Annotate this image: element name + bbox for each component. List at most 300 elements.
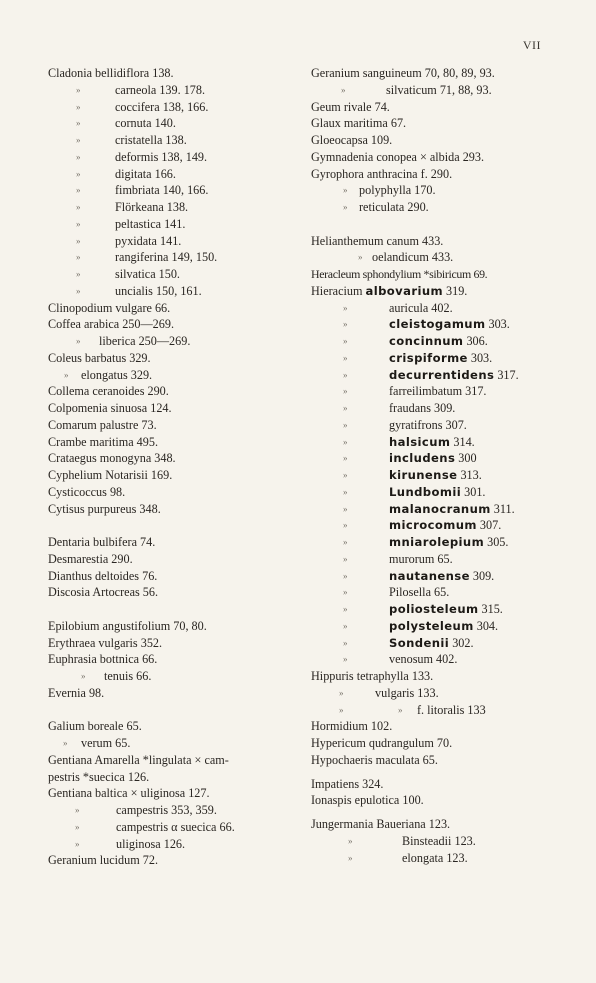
index-entry	[311, 367, 581, 384]
entry-text	[311, 735, 452, 752]
ditto-mark: »	[76, 235, 81, 246]
entry-name: auricula 402.	[389, 300, 453, 315]
entry-name: elongatus 329.	[81, 367, 153, 382]
index-entry	[311, 434, 581, 451]
entry-name: campestris 353, 359.	[116, 803, 217, 817]
ditto-mark: »	[343, 537, 348, 547]
entry-name: fimbriata 140, 166.	[115, 183, 209, 198]
entry-pages: 302.	[449, 635, 474, 650]
ditto-mark: »	[343, 403, 348, 413]
ditto-mark: »	[75, 838, 80, 849]
section-gap	[48, 702, 303, 719]
entry-pages: 300	[455, 451, 477, 466]
ditto-mark: »	[76, 135, 81, 145]
entry-name: Geum rivale 74.	[311, 99, 390, 114]
entry-text	[48, 350, 151, 367]
index-entry	[311, 132, 581, 149]
entry-name: Gymnadenia conopea × albida 293.	[311, 149, 485, 164]
entry-name: Dentaria bulbifera 74.	[48, 535, 156, 549]
index-entry	[311, 316, 581, 333]
entry-pages: 313.	[457, 468, 482, 482]
entry-text	[389, 316, 510, 333]
index-entry	[311, 350, 581, 367]
entry-text	[48, 685, 104, 702]
entry-name: Jungermania Baueriana 123.	[311, 817, 451, 831]
ditto-mark: »	[358, 252, 363, 263]
entry-pages: 311.	[490, 501, 515, 516]
entry-text	[116, 819, 235, 836]
entry-name: carneola 139. 178.	[115, 82, 206, 97]
entry-new-name: decurrentidens	[389, 367, 495, 382]
ditto-mark: »	[343, 202, 348, 212]
entry-text	[311, 132, 392, 149]
entry-text	[104, 668, 151, 685]
entry-text	[389, 601, 503, 618]
entry-name: farreilimbatum 317.	[389, 384, 487, 399]
entry-text	[48, 417, 157, 434]
entry-pages: 309.	[469, 568, 495, 583]
entry-name: cristatella 138.	[115, 133, 187, 147]
entry-new-name: microcomum	[389, 518, 477, 533]
index-entry	[48, 484, 303, 501]
index-entry	[48, 718, 303, 735]
entry-name: peltastica 141.	[115, 216, 186, 231]
ditto-mark: »	[343, 570, 348, 581]
entry-name: Clinopodium vulgare 66.	[48, 300, 171, 315]
ditto-mark: »	[343, 637, 348, 648]
entry-text	[48, 383, 169, 400]
entry-name: Gloeocapsa 109.	[311, 133, 393, 147]
entry-text	[311, 283, 467, 300]
entry-name: Glaux maritima 67.	[311, 116, 407, 131]
entry-pages: 301.	[461, 484, 486, 499]
ditto-mark: »	[339, 687, 344, 698]
entry-name: deformis 138, 149.	[115, 149, 208, 164]
entry-name: Galium boreale 65.	[48, 719, 142, 734]
entry-name: campestris α suecica 66.	[116, 819, 235, 834]
entry-text	[311, 752, 438, 769]
index-entry	[48, 283, 303, 300]
entry-text	[115, 166, 176, 183]
ditto-mark: »	[343, 620, 348, 631]
index-entry	[311, 517, 581, 534]
ditto-mark: »	[343, 587, 348, 598]
entry-text	[48, 534, 155, 551]
entry-text	[115, 283, 202, 300]
entry-pages: 307.	[476, 518, 502, 533]
entry-name: Coffea arabica 250—269.	[48, 317, 175, 332]
index-entry	[311, 300, 581, 317]
index-entry	[48, 300, 303, 317]
index-entry	[48, 199, 303, 216]
entry-pages: 317.	[494, 367, 519, 382]
entry-name: Binsteadii 123.	[402, 833, 476, 848]
entry-name: Heracleum sphondylium *sibiricum 69.	[311, 267, 488, 281]
entry-pages: 319.	[442, 283, 468, 298]
index-entry	[311, 668, 581, 685]
entry-name: pestris *suecica 126.	[48, 769, 150, 784]
index-entry	[311, 199, 581, 216]
entry-name: Epilobium angustifolium 70, 80.	[48, 618, 207, 633]
index-entry	[48, 735, 303, 752]
entry-name: verum 65.	[81, 736, 131, 750]
entry-text	[389, 534, 508, 551]
entry-name: Desmarestia 290.	[48, 551, 133, 566]
index-entry	[48, 383, 303, 400]
ditto-mark: »	[343, 319, 348, 330]
ditto-mark: »	[343, 386, 348, 397]
ditto-mark: »	[343, 185, 348, 196]
index-entry	[311, 383, 581, 400]
index-entry	[311, 752, 581, 769]
index-entry	[48, 65, 303, 82]
entry-text	[48, 785, 210, 802]
entry-text	[375, 685, 439, 702]
index-entry	[48, 400, 303, 417]
entry-text	[48, 300, 170, 317]
entry-text	[115, 132, 187, 149]
entry-text	[389, 400, 455, 417]
ditto-mark: »	[76, 202, 81, 212]
entry-text	[359, 182, 436, 199]
entry-text	[48, 551, 133, 568]
entry-text	[389, 484, 485, 501]
index-entry	[48, 182, 303, 199]
ditto-mark: »	[339, 704, 344, 715]
ditto-mark: »	[76, 269, 81, 279]
page-number: VII	[522, 38, 541, 52]
entry-text	[389, 467, 482, 484]
entry-name: Geranium sanguineum 70, 80, 89, 93.	[311, 66, 495, 80]
entry-name: Comarum palustre 73.	[48, 417, 157, 432]
entry-name: Gyrophora anthracina f. 290.	[311, 166, 453, 181]
ditto-mark: »	[343, 654, 348, 665]
entry-text	[311, 233, 443, 250]
section-gap	[311, 809, 581, 816]
ditto-mark: »	[75, 805, 80, 815]
entry-name: silvatica 150.	[115, 267, 180, 281]
entry-name: uncialis 150, 161.	[115, 283, 202, 298]
entry-text	[359, 199, 429, 216]
entry-name: Hypericum qudrangulum 70.	[311, 736, 453, 750]
ditto-mark: »	[343, 453, 348, 464]
ditto-mark: »	[63, 738, 68, 748]
index-entry	[48, 132, 303, 149]
entry-text	[372, 249, 453, 266]
index-entry	[311, 65, 581, 82]
index-entry	[311, 551, 581, 568]
entry-text	[389, 300, 453, 317]
entry-text	[115, 266, 180, 283]
entry-pages: 303.	[467, 350, 493, 365]
entry-name: Cyphelium Notarisii 169.	[48, 468, 173, 482]
index-entry	[311, 182, 581, 199]
entry-new-name: Sondenii	[389, 635, 450, 650]
entry-new-name: concinnum	[389, 334, 464, 348]
entry-text	[48, 434, 158, 451]
index-entry	[48, 333, 303, 350]
entry-name: oelandicum 433.	[372, 250, 454, 265]
entry-text	[48, 65, 174, 82]
entry-name: elongata 123.	[402, 850, 468, 865]
index-entry	[48, 350, 303, 367]
ditto-mark: »	[76, 285, 81, 296]
index-entry	[311, 735, 581, 752]
index-entry	[48, 266, 303, 283]
entry-text	[311, 816, 450, 833]
entry-new-name: kirunense	[389, 468, 458, 482]
entry-text	[115, 199, 188, 216]
index-entry	[311, 501, 581, 518]
entry-text	[48, 618, 207, 635]
entry-new-name: cleistogamum	[389, 317, 486, 332]
entry-new-name: halsicum	[389, 434, 451, 449]
entry-text	[389, 551, 453, 568]
entry-name: tenuis 66.	[104, 669, 152, 683]
entry-text	[115, 216, 185, 233]
entry-name: Crambe maritima 495.	[48, 434, 158, 449]
index-entry	[311, 249, 581, 266]
entry-name: Geranium lucidum 72.	[48, 853, 159, 868]
index-entry	[311, 484, 581, 501]
index-entry	[48, 82, 303, 99]
entry-text	[48, 316, 174, 333]
entry-new-name: includens	[389, 451, 456, 466]
entry-name: silvaticum 71, 88, 93.	[386, 82, 492, 97]
entry-text	[389, 333, 488, 350]
section-gap	[311, 216, 581, 233]
index-entry	[48, 249, 303, 266]
index-entry	[48, 467, 303, 484]
entry-name: Pilosella 65.	[389, 585, 450, 600]
entry-text	[115, 233, 181, 250]
entry-name: Erythraea vulgaris 352.	[48, 635, 163, 650]
entry-text	[389, 450, 477, 467]
entry-name: Collema ceranoides 290.	[48, 384, 169, 399]
entry-name: Colpomenia sinuosa 124.	[48, 401, 172, 415]
index-entry	[311, 702, 581, 719]
ditto-mark: »	[343, 369, 348, 380]
ditto-mark: »	[76, 151, 81, 162]
entry-name: Cysticoccus 98.	[48, 484, 126, 499]
entry-name: uliginosa 126.	[116, 836, 186, 851]
ditto-mark: »	[76, 168, 81, 179]
entry-text	[311, 266, 487, 283]
entry-text	[402, 833, 476, 850]
ditto-mark: »	[343, 302, 348, 313]
index-entry	[311, 618, 581, 635]
ditto-mark: »	[343, 503, 348, 514]
entry-pages: 304.	[473, 618, 499, 633]
entry-new-name: albovarium	[365, 283, 443, 298]
ditto-mark: »	[398, 704, 403, 715]
entry-text	[311, 776, 383, 793]
entry-text	[389, 517, 501, 534]
index-entry	[311, 584, 581, 601]
entry-text	[48, 584, 158, 601]
entry-name: rangiferina 149, 150.	[115, 250, 218, 265]
index-entry	[311, 166, 581, 183]
entry-text	[81, 367, 152, 384]
ditto-mark: »	[76, 185, 81, 196]
entry-pages: 305.	[484, 535, 509, 549]
entry-text	[115, 82, 205, 99]
index-entry	[311, 283, 581, 300]
entry-text	[386, 82, 492, 99]
entry-name: Flörkeana 138.	[115, 200, 189, 214]
index-entry	[48, 836, 303, 853]
entry-name: Helianthemum canum 433.	[311, 233, 444, 248]
entry-pages: 314.	[450, 434, 475, 449]
entry-name: Euphrasia bottnica 66.	[48, 652, 158, 667]
index-entry	[311, 82, 581, 99]
ditto-mark: »	[343, 604, 348, 614]
index-entry	[311, 534, 581, 551]
ditto-mark: »	[343, 486, 348, 497]
index-entry	[311, 850, 581, 867]
index-entry	[48, 618, 303, 635]
index-entry	[311, 685, 581, 702]
ditto-mark: »	[76, 336, 81, 346]
entry-new-name: crispiforme	[389, 350, 468, 365]
entry-text	[389, 501, 515, 518]
index-entry	[48, 99, 303, 116]
index-entry	[311, 417, 581, 434]
index-entry	[48, 316, 303, 333]
entry-name: Hieracium	[311, 283, 366, 298]
index-entry	[311, 601, 581, 618]
entry-new-name: polysteleum	[389, 618, 474, 633]
entry-text	[389, 434, 475, 451]
index-entry	[311, 816, 581, 833]
ditto-mark: »	[76, 118, 81, 129]
entry-name: polyphylla 170.	[359, 183, 436, 198]
index-entry	[48, 635, 303, 652]
index-entry	[311, 792, 581, 809]
entry-text	[48, 484, 125, 501]
index-entry	[311, 99, 581, 116]
entry-text	[116, 802, 217, 819]
entry-name: Ionaspis epulotica 100.	[311, 793, 424, 808]
ditto-mark: »	[343, 520, 348, 531]
entry-text	[48, 450, 176, 467]
entry-name: Impatiens 324.	[311, 776, 384, 791]
ditto-mark: »	[343, 336, 348, 346]
entry-pages: 315.	[478, 602, 503, 616]
entry-text	[48, 852, 158, 869]
index-entry	[48, 233, 303, 250]
index-entry	[311, 233, 581, 250]
entry-name: Gentiana Amarella *lingulata × cam-	[48, 752, 229, 767]
index-entry	[48, 685, 303, 702]
section-gap	[311, 769, 581, 776]
ditto-mark: »	[76, 252, 81, 263]
index-entry	[48, 785, 303, 802]
entry-name: Discosia Artocreas 56.	[48, 585, 158, 600]
index-entry	[48, 752, 303, 769]
entry-name: cornuta 140.	[115, 116, 176, 131]
index-entry	[311, 400, 581, 417]
entry-text	[48, 752, 229, 769]
index-entry	[48, 819, 303, 836]
entry-name: fraudans 309.	[389, 401, 456, 415]
entry-text	[389, 584, 449, 601]
entry-text	[311, 99, 390, 116]
index-entry	[48, 802, 303, 819]
entry-new-name: poliosteleum	[389, 602, 479, 616]
index-entry	[311, 568, 581, 585]
entry-name: reticulata 290.	[359, 200, 429, 214]
entry-text	[99, 333, 190, 350]
index-entry	[311, 450, 581, 467]
entry-text	[311, 65, 495, 82]
ditto-mark: »	[348, 852, 353, 863]
entry-text	[81, 735, 130, 752]
entry-text	[389, 618, 498, 635]
entry-name: Gentiana baltica × uliginosa 127.	[48, 786, 210, 801]
entry-new-name: malanocranum	[389, 501, 491, 516]
entry-name: Hormidium 102.	[311, 719, 393, 734]
ditto-mark: »	[341, 84, 346, 95]
entry-text	[48, 718, 142, 735]
index-entry	[48, 584, 303, 601]
ditto-mark: »	[343, 419, 348, 430]
entry-name: Coleus barbatus 329.	[48, 350, 151, 365]
entry-text	[48, 501, 161, 518]
index-entry	[311, 776, 581, 793]
entry-text	[402, 850, 468, 867]
index-entry	[48, 769, 303, 786]
entry-new-name: Lundbomii	[389, 484, 462, 499]
entry-name: liberica 250—269.	[99, 334, 191, 348]
section-gap	[48, 517, 303, 534]
entry-pages: 306.	[463, 334, 488, 348]
entry-name: coccifera 138, 166.	[115, 99, 209, 114]
index-entry	[48, 149, 303, 166]
entry-name: f. litoralis 133	[417, 702, 486, 717]
index-entry	[311, 651, 581, 668]
index-entry	[311, 149, 581, 166]
entry-name: Hippuris tetraphylla 133.	[311, 669, 434, 683]
ditto-mark: »	[76, 218, 81, 229]
entry-text	[389, 635, 474, 652]
entry-text	[116, 836, 185, 853]
index-entry	[311, 718, 581, 735]
ditto-mark: »	[348, 835, 353, 846]
entry-text	[389, 367, 519, 384]
entry-text	[311, 149, 484, 166]
entry-text	[389, 383, 486, 400]
entry-text	[417, 702, 486, 719]
ditto-mark: »	[343, 553, 348, 564]
index-entry	[311, 333, 581, 350]
entry-text	[115, 99, 208, 116]
index-entry	[48, 115, 303, 132]
index-entry	[48, 568, 303, 585]
index-entry	[48, 216, 303, 233]
section-gap	[48, 601, 303, 618]
index-entry	[48, 501, 303, 518]
entry-text	[48, 635, 162, 652]
index-entry	[311, 635, 581, 652]
entry-name: gyratifrons 307.	[389, 417, 467, 432]
index-entry	[48, 367, 303, 384]
entry-name: murorum 65.	[389, 551, 453, 566]
ditto-mark: »	[343, 436, 348, 447]
index-entry	[311, 115, 581, 132]
entry-text	[48, 400, 172, 417]
entry-name: Cytisus purpureus 348.	[48, 501, 161, 516]
